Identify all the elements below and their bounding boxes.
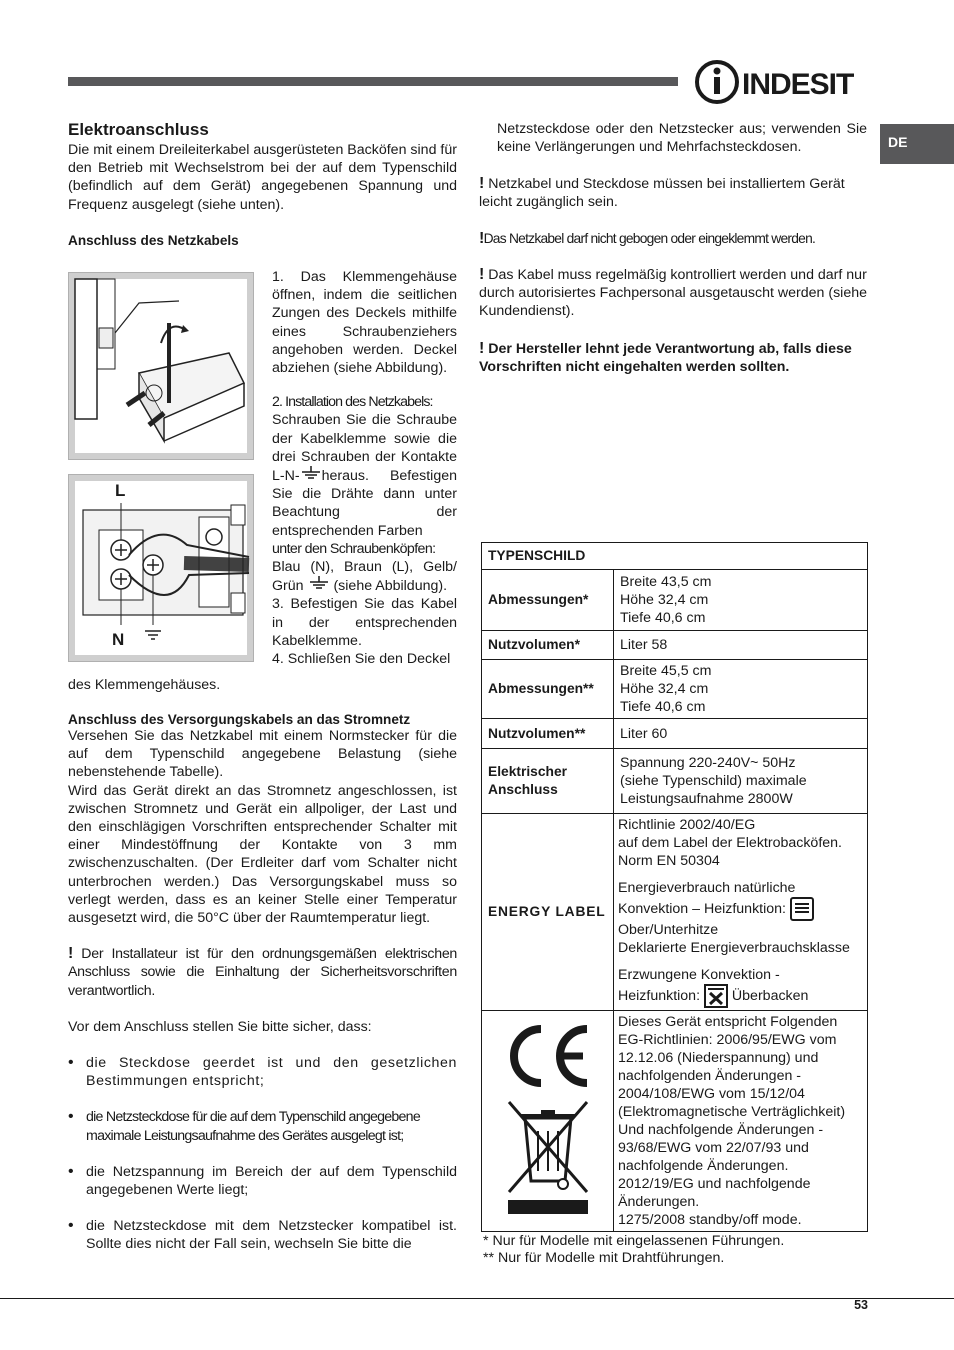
step-4-cont: des Klemmengehäuses. xyxy=(68,677,221,693)
energy-line: Energieverbrauch natürliche xyxy=(618,880,796,896)
row-key: Nutzvolumen* xyxy=(482,631,614,660)
energy-label-value xyxy=(614,814,868,1011)
installer-note-text: Der Installateur ist für den ordnungsgemäßen elektrischen Anschluss sowie die Einhaltung der Sicherheitsvorschriften verantwortlich. xyxy=(68,946,457,999)
row-value xyxy=(614,719,868,749)
ce-line: (Elektromagnetische Verträglichkeit) xyxy=(618,1104,846,1120)
warning-2 xyxy=(479,230,879,248)
figure-terminal-wiring xyxy=(68,474,254,662)
heading-versorgung: Anschluss des Versorgungskabels an das Stromnetz xyxy=(68,712,411,727)
row-value-line: Leistungsaufnahme 2800W xyxy=(620,791,793,807)
warning-1-text: Netzkabel und Steckdose müssen bei installiertem Gerät leicht zugänglich sein. xyxy=(479,176,845,211)
row-value-line: (siehe Typenschild) maximale xyxy=(620,773,807,789)
typenschild-table xyxy=(481,542,868,1232)
list-item-text: die Netzsteckdose für die auf dem Typenschild angegebene maximale Leistungsaufnahme des Gerätes ausgelegt ist; xyxy=(86,1109,420,1144)
table-row xyxy=(482,631,868,660)
earth-icon xyxy=(308,576,330,590)
row-value-line: Höhe 32,4 cm xyxy=(620,592,709,608)
warning-3-text: Das Kabel muss regelmäßig kontrolliert werden und darf nur durch autorisiertes Fachpersonal ausgetauscht werden (siehe Kundendienst). xyxy=(479,267,868,320)
ce-line: 1275/2008 standby/off mode. xyxy=(618,1212,802,1228)
ce-line: nachfolgenden Änderungen - xyxy=(618,1068,802,1084)
warning-mark: ! xyxy=(479,266,485,283)
energy-line: Norm EN 50304 xyxy=(618,853,720,869)
row-key: Nutzvolumen** xyxy=(482,719,614,749)
right-continuation: Netzsteckdose oder den Netzstecker aus; verwenden Sie keine Verlängerungen und Mehrfachsteckdosen. xyxy=(497,121,867,156)
section-elektroanschluss xyxy=(68,120,457,214)
ce-line: 2012/19/EG und nachfolgende xyxy=(618,1176,811,1192)
step-4: 4. Schließen Sie den Deckel xyxy=(272,651,451,668)
step-2-colors xyxy=(272,558,457,595)
installation-steps xyxy=(272,268,457,668)
energy-line-with-icon xyxy=(618,897,863,921)
warning-3 xyxy=(479,266,868,321)
row-value-line: Tiefe 40,6 cm xyxy=(620,699,706,715)
row-value-line: Liter 58 xyxy=(620,637,668,653)
earth-icon xyxy=(300,466,322,480)
row-value-line: Liter 60 xyxy=(620,725,668,742)
warning-mark: ! xyxy=(479,230,484,247)
energy-line: auf dem Label der Elektrobacköfen. xyxy=(618,835,842,851)
header-bar xyxy=(68,77,678,86)
ce-line: 12.12.06 (Niederspannung) und xyxy=(618,1050,819,1066)
step-3: 3. Befestigen Sie das Kabel in der entsprechenden Kabelklemme. xyxy=(272,596,457,649)
row-key: Abmessungen* xyxy=(482,570,614,631)
warning-1 xyxy=(479,175,868,211)
weee-bin-icon xyxy=(503,1096,593,1216)
table-row xyxy=(482,814,868,1011)
list-item-text: die Netzspannung im Bereich der auf dem Typenschild angegebenen Werte liegt; xyxy=(86,1163,457,1199)
step-2d: Blau (N), Braun (L), Gelb/ Grün xyxy=(272,559,457,595)
list-item-text: die Steckdose geerdet ist und den gesetzlichen Bestimmungen entspricht; xyxy=(86,1055,457,1090)
row-value xyxy=(614,749,868,814)
row-value-line: Breite 45,5 cm xyxy=(620,663,712,679)
row-value xyxy=(614,570,868,631)
energy-line: Richtlinie 2002/40/EG xyxy=(618,817,756,833)
list-item-text: die Netzsteckdose mit dem Netzstecker kompatibel ist. Sollte dies nicht der Fall sein, wechseln Sie bitte die xyxy=(86,1218,457,1253)
list-item: • die Steckdose geerdet ist und den gesetzlichen Bestimmungen entspricht; xyxy=(68,1054,457,1090)
brand-wordmark: INDESIT xyxy=(742,68,854,101)
row-value xyxy=(614,631,868,660)
section-title: Elektroanschluss xyxy=(68,120,209,139)
row-value-line: Tiefe 40,6 cm xyxy=(620,610,706,626)
indesit-logo xyxy=(694,58,872,108)
table-row xyxy=(482,719,868,749)
ce-line: Änderungen. xyxy=(618,1194,700,1210)
top-bottom-heat-icon xyxy=(790,897,814,921)
footnote-1: * Nur für Modelle mit eingelassenen Führungen. xyxy=(483,1233,785,1249)
energy-label-key: ENERGY LABEL xyxy=(482,814,614,1011)
installer-note: ! Der Installateur ist für den ordnungsgemäßen elektrischen Anschluss sowie die Einhaltung der Sicherheitsvorschriften verantwortlich. xyxy=(68,945,457,999)
energy-line: Überbacken xyxy=(731,987,809,1004)
ce-mark-icon xyxy=(503,1021,593,1091)
page-number: 53 xyxy=(854,1298,868,1312)
row-value-line: Breite 43,5 cm xyxy=(620,574,712,590)
versorgung-p1: Versehen Sie das Netzkabel mit einem Normstecker für die auf dem Typenschild angegebene Belastung (siehe nebenstehende Tabelle). xyxy=(68,728,457,781)
list-item: • die Netzspannung im Bereich der auf dem Typenschild angegebenen Werte liegt; xyxy=(68,1162,457,1199)
ce-line: Dieses Gerät entspricht Folgenden xyxy=(618,1014,838,1030)
footer-rule xyxy=(0,1298,954,1299)
grill-function-icon xyxy=(704,984,728,1008)
ce-line: 2004/108/EWG vom 15/12/04 xyxy=(618,1086,805,1102)
energy-line-with-icon xyxy=(618,984,863,1008)
list-item: • die Netzsteckdose für die auf dem Typenschild angegebene maximale Leistungsaufnahme des Gerätes ausgelegt ist; xyxy=(68,1108,457,1144)
table-row xyxy=(482,660,868,719)
versorgung-p2: Wird das Gerät direkt an das Stromnetz angeschlossen, ist zwischen Stromnetz und Gerät ein allpoliger, der Last und den einschlägigen Vorschriften entsprechender Schalter mit einer Mindestöffnung der Kontakte von 3 mm zwischenzuschalten. (Der Erdleiter darf vom Schalter nicht unterbrochen werden.) Das Versorgungskabel muss so verlegt werden, dass es an keiner Stelle einer Temperatur ausgesetzt wird, die 50°C über der Raumtemperatur liegt. xyxy=(68,782,457,927)
heading-netzkabel: Anschluss des Netzkabels xyxy=(68,233,239,248)
section-versorgung xyxy=(68,712,457,1254)
ce-line: Und nachfolgende Änderungen - xyxy=(618,1122,824,1138)
step-2a: Schrauben Sie die Schraube der Kabelklemme sowie die drei Schrauben der Kontakte L-N- xyxy=(272,412,457,485)
table-row xyxy=(482,1011,868,1232)
warning-mark: ! xyxy=(479,340,485,357)
table-row xyxy=(482,749,868,814)
row-key: Abmessungen** xyxy=(482,660,614,719)
warning-mark: ! xyxy=(479,175,485,192)
step-2e: (siehe Abbildung). xyxy=(333,578,448,595)
table-title: TYPENSCHILD xyxy=(482,543,868,570)
table-row xyxy=(482,570,868,631)
row-value-line: Spannung 220-240V~ 50Hz xyxy=(620,755,796,771)
warning-4 xyxy=(479,340,868,376)
energy-line: Heizfunktion: xyxy=(618,987,701,1004)
energy-line: Ober/Unterhitze xyxy=(618,922,719,938)
footnote-2: ** Nur für Modelle mit Drahtführungen. xyxy=(483,1250,725,1266)
label-N: N xyxy=(112,630,125,649)
typenschild-table-wrap xyxy=(481,542,868,1232)
warning-2-text: Das Netzkabel darf nicht gebogen oder eingeklemmt werden. xyxy=(483,231,816,246)
energy-line: Konvektion – Heizfunktion: xyxy=(618,900,786,917)
energy-line: Deklarierte Energieverbrauchsklasse xyxy=(618,940,850,956)
step-2b: heraus. Befestigen Sie die Drähte dann unter Beachtung der entsprechenden Farben xyxy=(272,468,457,539)
ce-line: 93/68/EWG vom 22/07/93 und xyxy=(618,1140,809,1156)
table-row xyxy=(482,543,868,570)
row-key: Elektrischer Anschluss xyxy=(482,749,614,814)
intro-paragraph: Die mit einem Dreileiterkabel ausgerüsteten Backöfen sind für den Betrieb mit Wechselstrom bei der auf dem Typenschild (befindlich auf dem Gerät) angegebenen Spannung und Frequenz ausgelegt (siehe unten). xyxy=(68,142,457,213)
ce-weee-symbols xyxy=(482,1011,614,1232)
step-2-heading: 2. Installation des Netzkabels: xyxy=(272,394,433,411)
label-L: L xyxy=(115,481,126,500)
figure-terminal-box-opening xyxy=(68,272,254,460)
step-2-text xyxy=(272,411,457,539)
step-2c: unter den Schraubenköpfen: xyxy=(272,540,436,557)
energy-line: Erzwungene Konvektion - xyxy=(618,967,780,983)
ce-line: EG-Richtlinien: 2006/95/EWG vom xyxy=(618,1032,837,1048)
list-item: • die Netzsteckdose mit dem Netzstecker kompatibel ist. Sollte dies nicht der Fall sein, wechseln Sie bitte die xyxy=(68,1217,457,1253)
row-value xyxy=(614,660,868,719)
row-value-line: Höhe 32,4 cm xyxy=(620,681,709,697)
ce-line: nachfolgende Änderungen. xyxy=(618,1158,789,1174)
language-tab: DE xyxy=(880,124,954,164)
ce-text xyxy=(614,1011,868,1232)
warning-4-text: Der Hersteller lehnt jede Verantwortung ab, falls diese Vorschriften nicht eingehalten werden sollten. xyxy=(479,341,852,376)
vor-dem-anschluss: Vor dem Anschluss stellen Sie bitte sicher, dass: xyxy=(68,1018,372,1035)
step-1: 1. Das Klemmengehäuse öffnen, indem die seitlichen Zungen des Deckels mithilfe eines Schraubenziehers angehoben werden. Deckel abziehen (siehe Abbildung). xyxy=(272,269,457,377)
checklist xyxy=(68,1054,457,1254)
